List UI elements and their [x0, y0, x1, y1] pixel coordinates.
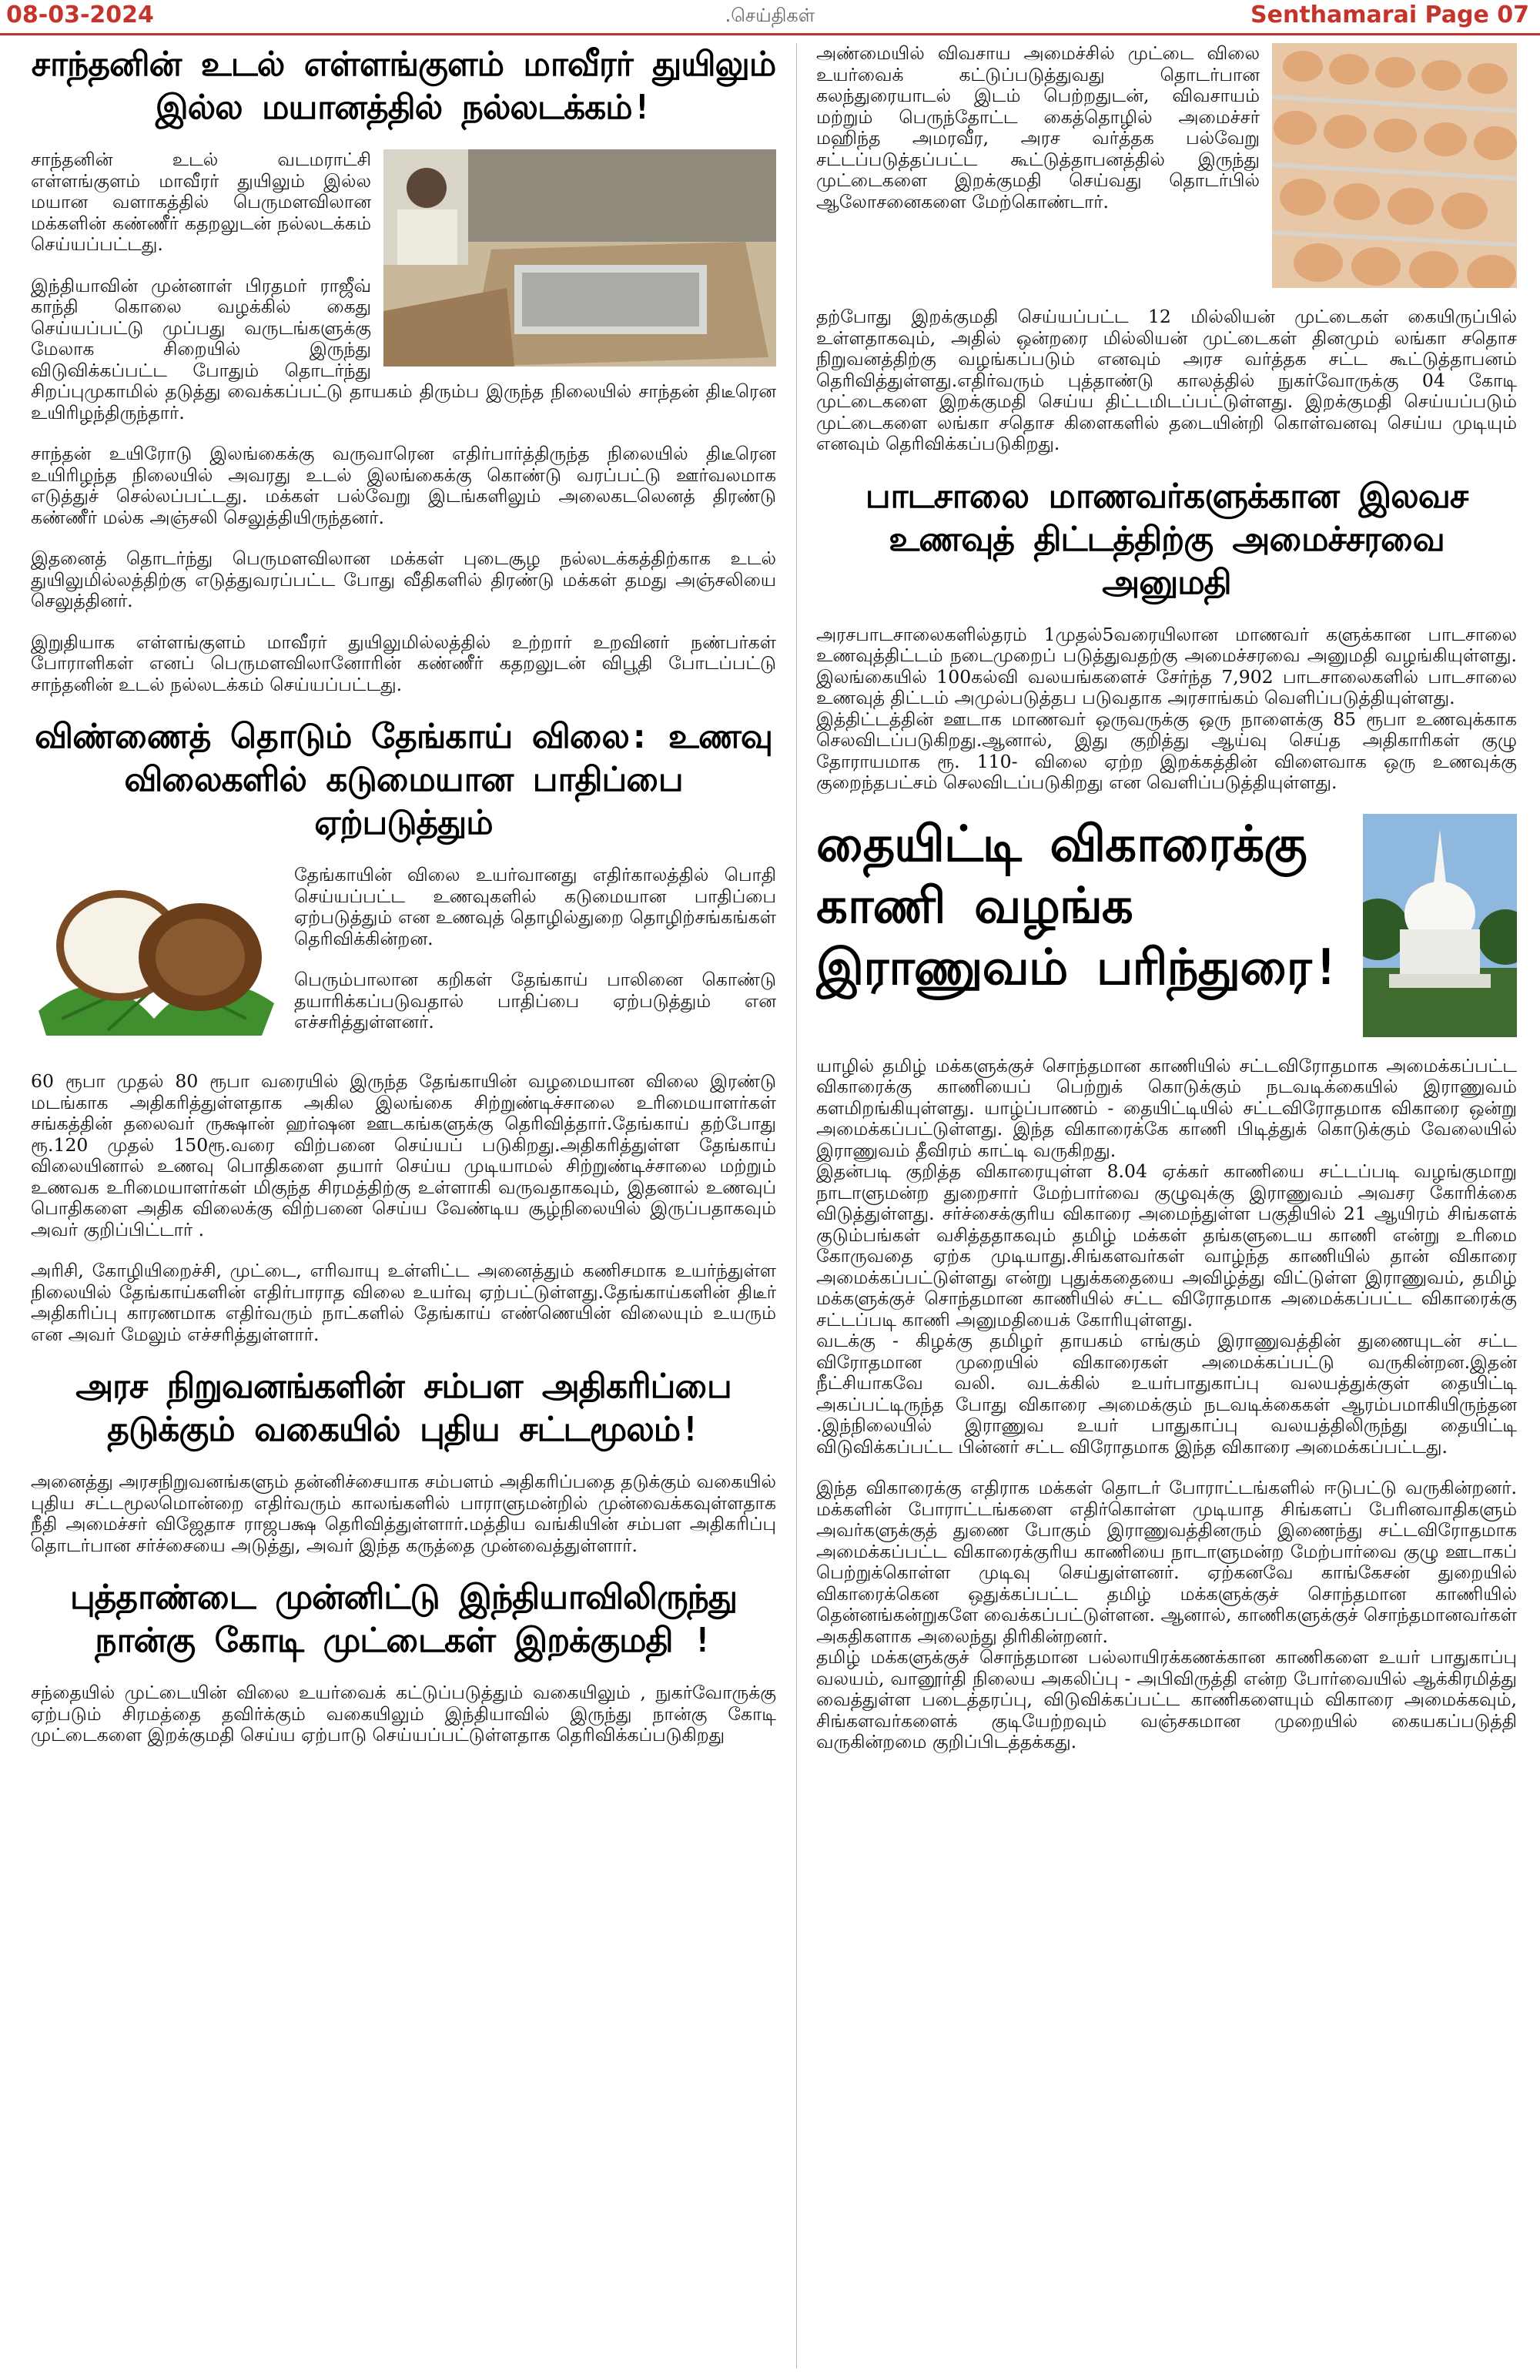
photo-coconut — [31, 865, 282, 1043]
headline-school-meals: பாடசாலை மாணவர்களுக்கான இலவச உணவுத் திட்டத்திற்கு அமைச்சரவை அனுமதி — [865, 476, 1468, 602]
para-vihara-3: வடக்கு - கிழக்கு தமிழர் தாயகம் எங்கும் இராணுவத்தின் துணையுடன் சட்ட விரோதமான முறையில் விகாரைகள் அமைக்கப்பட்டு வருகின்றன.இதன் நீட்சியாகவே வலி. வடக்கில் உயர்பாதுகாப்பு வலயத்துக்குள் தையிட்டி அகப்பட்டிருந்த போது விகாரை அமைக்கும் நடவடிக்கைகள் ஆரம்பமாகியிருந்தன .இந்நிலையில் இராணுவ உயர் பாதுகாப்பு வலயத்திலிருந்து தையிட்டி விடுவிக்கப்பட்ட பின்னர் சட்ட விரோதமாக இந்த விகாரை அமைக்கப்பட்டது. — [816, 1330, 1517, 1458]
headline-egg-import: புத்தாண்டை முன்னிட்டு இந்தியாவிலிருந்து நான்கு கோடி முட்டைகள் இறக்குமதி ! — [70, 1578, 737, 1660]
para-school-1: அரசபாடசாலைகளில்தரம் 1முதல்5வரையிலான மாணவர் களுக்கான பாடசாலை உணவுத்திட்டம் நடைமுறைப் படுத்துவதற்கு அமைச்சரவை அனுமதி வழங்கியுள்ளது. இலங்கையில் 100கல்வி வலயங்களைச் சேர்ந்த 7,902 பாடசாலைகளில் பாடசாலை உணவுத் திட்டம் அமுல்படுத்தப படுவதாக அரசாங்கம் வெளிப்படுத்தியுள்ளது. — [816, 623, 1517, 708]
article-santhan-burial — [31, 43, 776, 695]
article-egg-import-continued — [816, 43, 1517, 455]
para-coconut-4: அரிசி, கோழியிறைச்சி, முட்டை, எரிவாயு உள்ளிட்ட அனைத்தும் கணிசமாக உயர்ந்துள்ள நிலையில் தேங்காய்களின் எதிர்பாராத விலை உயர்வு ஏற்பட்டுள்ளது.தேங்காய்களின் திடீர் அதிகரிப்பு காரணமாக எதிர்வரும் நாட்களில் தேங்காய் எண்ணெயின் விலையும் உயரும் என அவர் மேலும் எச்சரித்துள்ளார். — [31, 1260, 776, 1345]
para-school-2: இத்திட்டத்தின் ஊடாக மாணவர் ஒருவருக்கு ஒரு நாளைக்கு 85 ரூபா உணவுக்காக செலவிடப்படுகிறது.ஆனால், இது குறித்து ஆய்வு செய்த அதிகாரிகள் குழு தோராயமாக ரூ. 110- விலை ஏற்ற இறக்கத்தின் விளைவாக ஒரு உணவுக்கு குறைந்தபட்சம் செலவிடப்படுகிறது என வெளிப்படுத்தியுள்ளது. — [816, 708, 1517, 793]
page-label: Senthamarai Page 07 — [1250, 2, 1529, 28]
article-thaiyiddi-vihara — [816, 814, 1517, 1753]
para-santhan-3: சாந்தன் உயிரோடு இலங்கைக்கு வருவாரென எதிர்பார்த்திருந்த நிலையில் திடீரென உயிரிழந்த நிலையில் அவரது உடல் இலங்கைக்கு கொண்டு வரப்பட்டு ஊர்வலமாக எடுத்துச் செல்லப்பட்டது. மக்கள் பல்வேறு இடங்களிலும் அலைகடலெனத் திரண்டு கண்ணீர் மல்க அஞ்சலி செலுத்தியிருந்தனர். — [31, 443, 776, 528]
para-vihara-1: யாழில் தமிழ் மக்களுக்குச் சொந்தமான காணியில் சட்டவிரோதமாக அமைக்கப்பட்ட விகாரைக்கு காணியைப் பெற்றுக் கொடுக்கும் நடவடிக்கையில் இராணுவம் களமிறங்கியுள்ளது. யாழ்ப்பாணம் - தையிட்டியில் சட்டவிரோதமாக விகாரை ஒன்று அமைக்கப்பட்டுள்ளது. இந்த விகாரைக்கே காணி பிடித்துக் கொடுக்கும் வேலையில் இராணுவம் தீவிரம் காட்டி வருகிறது. — [816, 1054, 1517, 1161]
para-coconut-3: 60 ரூபா முதல் 80 ரூபா வரையில் இருந்த தேங்காயின் வழமையான விலை இரண்டு மடங்காக அதிகரித்துள்ளதாக அகில இலங்கை சிற்றுண்டிச்சாலை உரிமையாளர்கள் சங்கத்தின் தலைவர் ருக்ஷான் ஹர்ஷன ஊடகங்களுக்கு தெரிவித்தார்.தேங்காய் தற்போது ரூ.120 முதல் 150ரூ.வரை விற்பனை செய்யப் படுகிறது.அதிகரித்துள்ள தேங்காய் விலையினால் உணவு பொதிகளை தயார் செய்ய முடியாமல் சிற்றுண்டிச்சாலை மற்றும் உணவக உரிமையாளர்கள் மிகுந்த சிரமத்திற்கு உள்ளாகி வருவதாகவும், இதனால் உணவுப் பொதிகளை அதிக விலைக்கு விற்பனை செய்ய வேண்டிய சூழ்நிலையில் இருப்பதாகவும் அவர் குறிப்பிட்டார் . — [31, 1070, 776, 1240]
para-vihara-2: இதன்படி குறித்த விகாரையுள்ள 8.04 ஏக்கர் காணியை சட்டப்படி வழங்குமாறு நாடாளுமன்ற துறைசார் மேற்பார்வை குழுவுக்கு இராணுவம் அவசர கோரிக்கை விடுத்துள்ளது. சர்ச்சைக்குரிய விகாரை அமைந்துள்ள பகுதியில் 21 ஆயிரம் சிங்களக் குடும்பங்கள் வசித்ததாகவும் தமிழ் மக்கள் தங்களுடைய காணி என்று உரிமை கோருவதை ஏற்க முடியாது.சிங்களவர்கள் வாழ்ந்த காணியில் தான் விகாரை அமைக்கப்பட்டுள்ளது என்று புதுக்கதையை அவிழ்த்து விட்டுள்ள இராணுவம், தமிழ் மக்களுக்குச் சொந்தமான காணியில் சட்ட விரோதமாக அமைக்கப்பட்ட விகாரைக்கு சட்டப்படி காணி அனுமதியைக் கோரியுள்ளது. — [816, 1160, 1517, 1331]
para-egg-1: சந்தையில் முட்டையின் விலை உயர்வைக் கட்டுப்படுத்தும் வகையிலும் , நுகர்வோருக்கு ஏற்படும் சிரமத்தை தவிர்க்கும் வகையிலும் இந்தியாவில் இருந்து நான்கு கோடி முட்டைகளை இறக்குமதி செய்ய ஏற்பாடு செய்யப்பட்டுள்ளதாக தெரிவிக்கப்படுகிறது — [31, 1682, 776, 1746]
masthead — [0, 0, 1540, 35]
para-santhan-1: சாந்தனின் உடல் வடமராட்சி எள்ளங்குளம் மாவீரர் துயிலும் இல்ல மயான வளாகத்தில் பெருமளவிலான மக்களின் கண்ணீர் கதறலுடன் நல்லடக்கம் செய்யப்பட்டது. — [31, 149, 371, 255]
para-vihara-4: இந்த விகாரைக்கு எதிராக மக்கள் தொடர் போராட்டங்களில் ஈடுபட்டு வருகின்றனர். மக்களின் போராட்டங்களை எதிர்கொள்ள முடியாத சிங்களப் பேரினவாதிகளும் அவர்களுக்குத் துணை போகும் இராணுவத்தினரும் இணைந்து சட்டவிரோதமாக அமைக்கப்பட்ட விகாரைக்குரிய காணியை நாடாளுமன்ற மேற்பார்வை குழு ஊடாகப் பெற்றுக்கொள்ள முடிவு செய்துள்ளனர். ஏற்கனவே காங்கேசன் துறையில் விகாரைக்கென ஒதுக்கப்பட்ட தமிழ் மக்களுக்குச் சொந்தமான காணியில் தென்னங்கன்றுகளே வைக்கப்பட்டுள்ளன. ஆனால், காணிகளுக்குச் சொந்தமானவர்கள் அகதிகளாக அலைந்து திரிகின்றனர். — [816, 1477, 1517, 1647]
para-santhan-2: இந்தியாவின் முன்னாள் பிரதமர் ராஜீவ் காந்தி கொலை வழக்கில் கைது செய்யப்பட்டு முப்பது வருடங்களுக்கு மேலாக சிறையில் இருந்து விடுவிக்கப்பட்ட போதும் தொடர்ந்து சிறப்புமுகாமில் தடுத்து வைக்கப்பட்டு தாயகம் திரும்ப இருந்த நிலையில் சாந்தன் திடீரென உயிரிழந்திருந்தார். — [31, 274, 776, 423]
photo-eggs — [1272, 43, 1517, 288]
right-column — [816, 43, 1517, 2368]
left-column — [31, 43, 776, 2368]
para-santhan-5: இறுதியாக எள்ளங்குளம் மாவீரர் துயிலுமில்லத்தில் உற்றார் உறவினர் நண்பர்கள் போராளிகள் எனப் பெருமளவிலானோரின் கண்ணீர் கதறலுடன் விபூதி போடப்பட்டு சாந்தனின் உடல் நல்லடக்கம் செய்யப்பட்டது. — [31, 631, 776, 695]
headline-salary-bill: அரச நிறுவனங்களின் சம்பள அதிகரிப்பை தடுக்கும் வகையில் புதிய சட்டமூலம்! — [75, 1367, 732, 1449]
article-egg-import — [31, 1576, 776, 1746]
headline-coconut-price: விண்ணைத் தொடும் தேங்காய் விலை: உணவு விலைகளில் கடுமையான பாதிப்பை ஏற்படுத்தும் — [35, 717, 772, 842]
para-coconut-2: பெரும்பாலான கறிகள் தேங்காய் பாலினை கொண்டு தயாரிக்கப்படுவதால் பாதிப்பை ஏற்படுத்தும் என எச்சரித்துள்ளனர். — [294, 969, 776, 1033]
para-vihara-5: தமிழ் மக்களுக்குச் சொந்தமான பல்லாயிரக்கணக்கான காணிகளை உயர் பாதுகாப்பு வலயம், வானூர்தி நிலைய அகலிப்பு - அபிவிருத்தி என்ற போர்வையில் ஆக்கிரமித்து வைத்துள்ள படைத்தரப்பு, விடுவிக்கப்பட்ட காணிகளையும் விகாரை அமைக்கவும், சிங்களவர்களைக் குடியேற்றவும் வஞ்சகமான முறையில் கையகப்படுத்தி வருகின்றமை குறிப்பிடத்தக்கது. — [816, 1646, 1517, 1752]
headline-santhan-burial: சாந்தனின் உடல் எள்ளங்குளம் மாவீரர் துயிலும் இல்ல மயானத்தில் நல்லடக்கம்! — [31, 45, 776, 127]
para-coconut-1: தேங்காயின் விலை உயர்வானது எதிர்காலத்தில் பொதி செய்யப்பட்ட உணவுகளில் கடுமையான பாதிப்பை ஏற்படுத்தும் என உணவுத் தொழில்துறை தொழிற்சங்கங்கள் தெரிவிக்கின்றன. — [294, 864, 776, 949]
article-salary-bill — [31, 1365, 776, 1556]
section-label: .செய்திகள் — [725, 5, 815, 26]
article-school-meals — [816, 475, 1517, 794]
para-santhan-4: இதனைத் தொடர்ந்து பெருமளவிலான மக்கள் புடைசூழ நல்லடக்கத்திற்காக உடல் துயிலுமில்லத்திற்கு எடுத்துவரப்பட்ட போது வீதிகளில் திரண்டு மக்கள் தமது அஞ்சலியை செலுத்தினர். — [31, 547, 776, 611]
headline-thaiyiddi-vihara: தையிட்டி விகாரைக்கு காணி வழங்க இராணுவம் பரிந்துரை! — [816, 815, 1341, 996]
photo-stupa — [1363, 814, 1517, 1037]
column-divider — [796, 43, 797, 2368]
para-egg-2: அண்மையில் விவசாய அமைச்சில் முட்டை விலை உயர்வைக் கட்டுப்படுத்துவது தொடர்பான கலந்துரையாடல் இடம் பெற்றதுடன், விவசாயம் மற்றும் பெருந்தோட்ட கைத்தொழில் அமைச்சர் மஹிந்த அமரவீர, அரச வர்த்தக பல்வேறு சட்டப்படுத்தப்பட்ட கூட்டுத்தாபனத்தில் இருந்து முட்டைகளை இறக்குமதி செய்வது தொடர்பில் ஆலோசனைகளை மேற்கொண்டார். — [816, 43, 1260, 213]
para-salary-1: அனைத்து அரசநிறுவனங்களும் தன்னிச்சையாக சம்பளம் அதிகரிப்பதை தடுக்கும் வகையில் புதிய சட்டமூலமொன்றை எதிர்வரும் காலங்களில் பாராளுமன்றில் முன்வைக்கவுள்ளதாக நீதி அமைச்சர் விஜேதாச ராஜபக்ஷ தெரிவித்துள்ளார்.மத்திய வங்கியின் சம்பள அதிகரிப்பு தொடர்பான சர்ச்சையை அடுத்து, அவர் இந்த கருத்தை முன்வைத்துள்ளார். — [31, 1471, 776, 1556]
photo-burial — [383, 149, 776, 367]
para-egg-3: தற்போது இறக்குமதி செய்யப்பட்ட 12 மில்லியன் முட்டைகள் கையிருப்பில் உள்ளதாகவும், அதில் ஒன்றரை மில்லியன் முட்டைகள் தினமும் லங்கா சதொச நிறுவனத்திற்கு வழங்கப்படும் எனவும் அரச வர்த்தக சட்ட கூட்டுத்தாபனம் தெரிவித்துள்ளது.எதிர்வரும் புத்தாண்டு காலத்தில் நுகர்வோருக்கு 04 கோடி முட்டைகளை இறக்குமதி செய்ய திட்டமிடப்பட்டுள்ளது. இறக்குமதி செய்யப்படும் முட்டைகளை லங்கா சதொச கிளைகளில் தடையின்றி கொள்வனவு செய்ய முடியும் எனவும் தெரிவிக்கப்படுகிறது. — [816, 306, 1517, 454]
issue-date: 08-03-2024 — [6, 2, 154, 28]
article-coconut-price — [31, 715, 776, 1345]
